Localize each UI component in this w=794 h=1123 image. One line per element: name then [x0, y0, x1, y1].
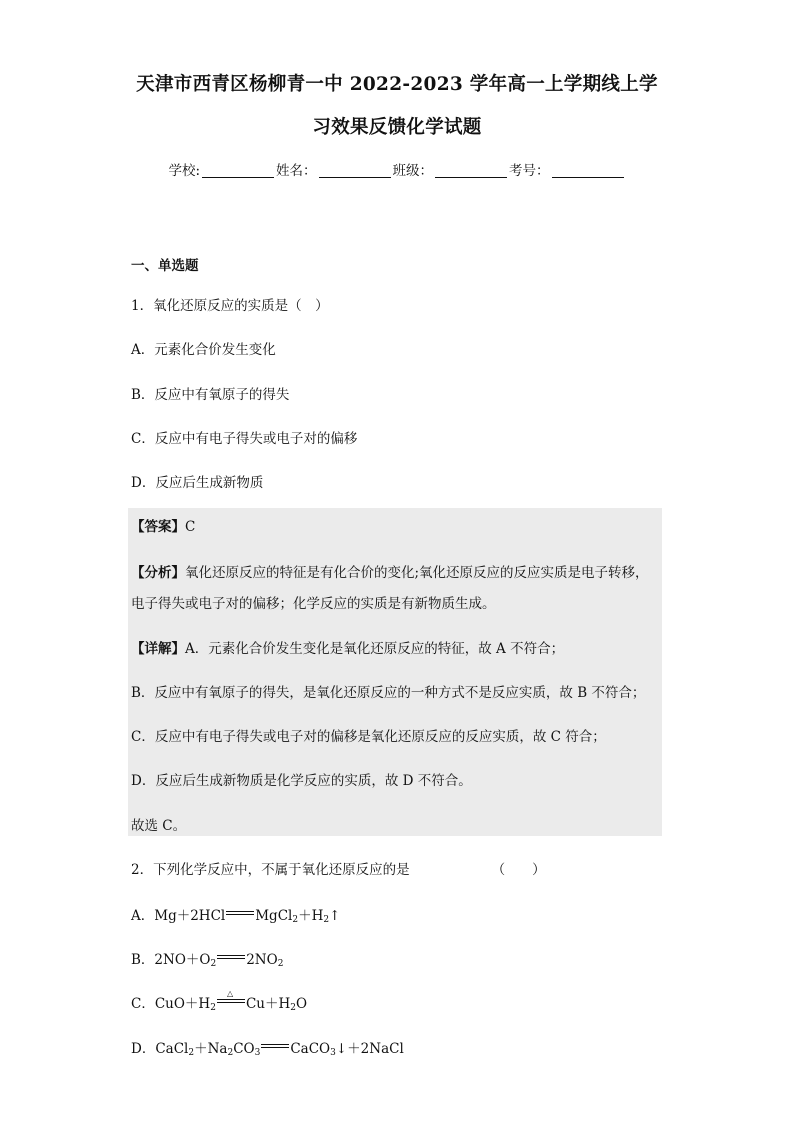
detail-text-a: A．元素化合价发生变化是氧化还原反应的特征，故 A 不符合；: [185, 641, 565, 657]
q2-c-label: C．: [131, 996, 155, 1012]
detail-line-c: C．反应中有电子得失或电子对的偏移是氧化还原反应的反应实质，故 C 符合；: [131, 729, 606, 745]
class-label: 班级：: [392, 163, 434, 179]
section-heading: 一、单选题: [131, 258, 199, 274]
analysis-line-1: [131, 561, 649, 581]
class-blank[interactable]: [435, 163, 507, 178]
conclusion-line: 故选 C。: [131, 818, 187, 834]
answer-line: [131, 515, 195, 535]
detail-line-d: D．反应后生成新物质是化学反应的实质，故 D 不符合。: [131, 773, 472, 789]
q1-option-a: A．元素化合价发生变化: [131, 342, 276, 358]
school-blank[interactable]: [202, 163, 274, 178]
heating-equals-sign: [217, 989, 245, 1005]
student-info: [0, 159, 794, 179]
q2-bracket: （ ）: [491, 862, 546, 878]
q2-a-label: A．: [131, 908, 155, 924]
q2-option-d: D．$CaCl_2+Na_2CO_3$ CaCO$_3$↓＋2NaCl: [131, 1041, 404, 1058]
q2-option-a: A．Mg＋2HCl $MgCl_2+H_2↑$: [131, 908, 341, 925]
q2-stem-line: [131, 858, 546, 878]
equals-sign: [226, 911, 254, 917]
q2-option-c: C．$CuO+H_2$ △ $Cu+H_2O$: [131, 989, 308, 1013]
q1-option-b: B．反应中有氧原子的得失: [131, 387, 290, 403]
analysis-line-2: 电子得失或电子对的偏移；化学反应的实质是有新物质生成。: [131, 596, 496, 612]
q2-stem: 2．下列化学反应中，不属于氧化还原反应的是: [131, 862, 410, 878]
name-label: 姓名：: [276, 163, 317, 179]
answer-value: C: [185, 519, 196, 535]
q1-stem: 1．氧化还原反应的实质是（ ）: [131, 298, 329, 314]
q2-d-label: D．: [131, 1041, 156, 1057]
name-blank[interactable]: [319, 163, 391, 178]
q1-option-d: D．反应后生成新物质: [131, 475, 264, 491]
equals-sign: [261, 1044, 289, 1050]
number-label: 考号：: [509, 163, 550, 179]
q1-option-c: C．反应中有电子得失或电子对的偏移: [131, 431, 358, 447]
answer-tag: 【答案】: [131, 519, 185, 535]
q2-option-b: B．$2NO+O_2$ $2NO_2$: [131, 952, 284, 969]
detail-line-b: B．反应中有氧原子的得失，是氧化还原反应的一种方式不是反应实质，故 B 不符合；: [131, 685, 646, 701]
equals-sign: [217, 955, 245, 961]
q2-b-label: B．: [131, 952, 155, 968]
detail-tag: 【详解】: [131, 641, 185, 657]
analysis-tag: 【分析】: [131, 565, 185, 581]
number-blank[interactable]: [552, 163, 624, 178]
heat-symbol: △: [226, 989, 234, 998]
analysis-text-1: 氧化还原反应的特征是有化合价的变化;氧化还原反应的反应实质是电子转移，: [185, 565, 649, 581]
school-label: 学校:: [168, 163, 201, 179]
detail-line-a: [131, 637, 564, 657]
title-line-1: 天津市西青区杨柳青一中 2022-2023 学年高一上学期线上学: [136, 74, 658, 95]
title-line-2: 习效果反馈化学试题: [312, 117, 482, 138]
